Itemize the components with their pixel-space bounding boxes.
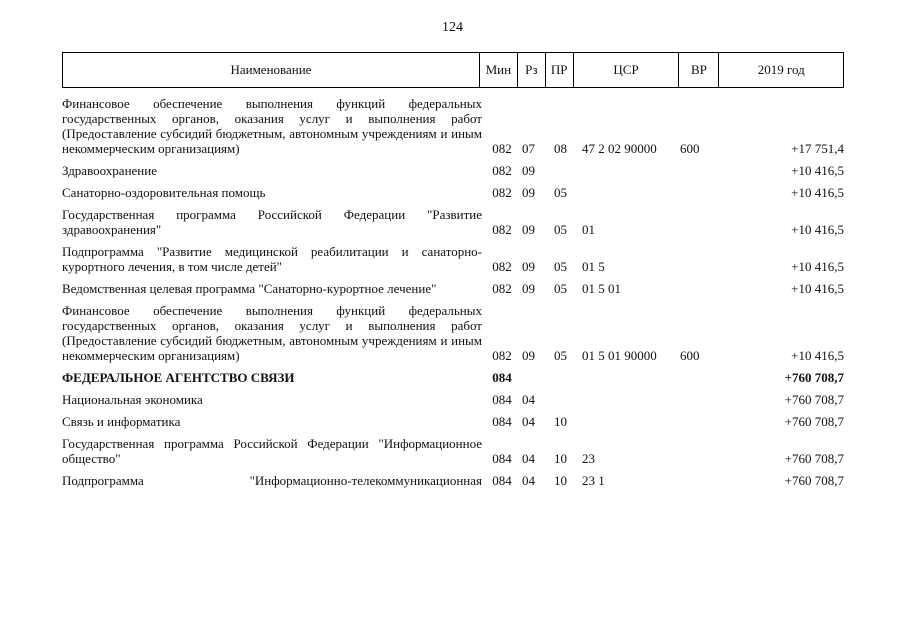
row-name (62, 96, 482, 156)
row-pr: 05 (554, 281, 567, 296)
row-name-line: Национальная экономика (62, 392, 203, 407)
row-rz: 09 (522, 281, 535, 296)
row-rz: 09 (522, 259, 535, 274)
row-name (62, 185, 482, 200)
row-rz: 04 (522, 414, 535, 429)
row-sum: +10 416,5 (791, 348, 844, 363)
row-name-line: Ведомственная целевая программа "Санаторно-курортное (62, 281, 384, 296)
row-name-line: государственных органов, оказания услуг и выполнения работ (62, 111, 482, 126)
row-min: 082 (492, 281, 512, 296)
table-row (62, 244, 844, 274)
row-pr: 10 (554, 451, 567, 466)
header-csr: ЦСР (574, 53, 680, 87)
row-sum: +760 708,7 (784, 451, 844, 466)
row-name-line: Подпрограмма "Информационно-телекоммуникационная (62, 473, 482, 488)
table-header (62, 52, 844, 88)
row-rz: 07 (522, 141, 535, 156)
row-min: 082 (492, 259, 512, 274)
row-min: 084 (492, 392, 512, 407)
row-sum: +10 416,5 (791, 163, 844, 178)
row-vr: 600 (680, 141, 700, 156)
row-csr: 23 (582, 451, 595, 466)
page-number: 124 (442, 20, 463, 35)
row-csr: 01 5 (582, 259, 605, 274)
row-csr: 01 5 01 (582, 281, 621, 296)
row-pr: 05 (554, 185, 567, 200)
row-name-line: "Информационное общество" (62, 436, 482, 466)
row-name (62, 370, 482, 385)
row-name-line: (Предоставление субсидий бюджетным, автономным (62, 126, 359, 141)
row-name-line: ФЕДЕРАЛЬНОЕ АГЕНТСТВО СВЯЗИ (62, 370, 295, 385)
row-name-line: Связь и информатика (62, 414, 181, 429)
row-rz: 09 (522, 348, 535, 363)
row-rz: 04 (522, 473, 535, 488)
row-min: 082 (492, 348, 512, 363)
row-name-line: Подпрограмма "Развитие медицинской реабилитации и (62, 244, 409, 259)
table-row (62, 473, 844, 488)
header-pr: ПР (546, 53, 574, 87)
row-min: 082 (492, 185, 512, 200)
table-row (62, 207, 844, 237)
row-pr: 05 (554, 259, 567, 274)
row-name-line: учреждениям и иным некоммерческим организациям) (62, 333, 483, 363)
table-row (62, 370, 844, 385)
table-row (62, 163, 844, 178)
row-pr: 10 (554, 414, 567, 429)
row-name-line: Здравоохранение (62, 163, 157, 178)
row-rz: 09 (522, 185, 535, 200)
header-min: Мин (480, 53, 518, 87)
header-rz: Рз (518, 53, 546, 87)
row-sum: +10 416,5 (791, 185, 844, 200)
row-sum: +10 416,5 (791, 281, 844, 296)
table-row (62, 281, 844, 296)
row-name-line: санаторно-курортного лечения, в том числе детей" (62, 244, 483, 274)
header-year: 2019 год (757, 62, 805, 77)
row-pr: 05 (554, 222, 567, 237)
table-row (62, 392, 844, 407)
row-csr: 23 1 (582, 473, 605, 488)
row-name-line: Финансовое обеспечение выполнения функций федеральных (62, 96, 482, 111)
table-row (62, 303, 844, 363)
row-sum: +17 751,4 (791, 141, 844, 156)
header-vr: ВР (679, 53, 719, 87)
row-pr: 10 (554, 473, 567, 488)
row-rz: 09 (522, 163, 535, 178)
row-sum: +10 416,5 (791, 222, 844, 237)
row-name-line: Государственная программа Российской Федерации "Развитие (62, 207, 482, 222)
row-min: 082 (492, 222, 512, 237)
table-row (62, 436, 844, 466)
header-name: Наименование (63, 53, 480, 87)
row-sum: +760 708,7 (784, 392, 844, 407)
row-name-line: государственных органов, оказания услуг и выполнения работ (62, 318, 482, 333)
row-sum: +760 708,7 (784, 370, 844, 385)
row-sum: +760 708,7 (784, 414, 844, 429)
table-row (62, 414, 844, 429)
row-pr: 08 (554, 141, 567, 156)
table-body (62, 96, 844, 495)
row-name-line: Санаторно-оздоровительная помощь (62, 185, 266, 200)
row-name-line: учреждениям и иным некоммерческим организациям) (62, 126, 483, 156)
row-name-line: Государственная программа Российской Федерации (62, 436, 369, 451)
row-rz: 04 (522, 392, 535, 407)
table-row (62, 96, 844, 156)
row-min: 082 (492, 141, 512, 156)
row-min: 084 (492, 451, 512, 466)
row-csr: 01 (582, 222, 595, 237)
row-sum: +10 416,5 (791, 259, 844, 274)
row-name (62, 281, 482, 296)
row-sum: +760 708,7 (784, 473, 844, 488)
table-row (62, 185, 844, 200)
row-min: 084 (492, 473, 512, 488)
row-min: 084 (492, 414, 512, 429)
row-pr: 05 (554, 348, 567, 363)
row-name-line: здравоохранения" (62, 222, 162, 237)
row-rz: 09 (522, 222, 535, 237)
row-name (62, 436, 482, 466)
row-name (62, 244, 482, 274)
row-rz: 04 (522, 451, 535, 466)
row-name (62, 473, 482, 488)
row-name-line: (Предоставление субсидий бюджетным, автономным (62, 333, 359, 348)
row-min: 084 (492, 370, 512, 385)
row-min: 082 (492, 163, 512, 178)
row-vr: 600 (680, 348, 700, 363)
row-name-line: Финансовое обеспечение выполнения функций федеральных (62, 303, 482, 318)
row-csr: 01 5 01 90000 (582, 348, 657, 363)
row-name-line: лечение" (387, 281, 437, 296)
row-name (62, 163, 482, 178)
row-name (62, 303, 482, 363)
row-name (62, 207, 482, 237)
row-name (62, 414, 482, 429)
row-name (62, 392, 482, 407)
row-csr: 47 2 02 90000 (582, 141, 657, 156)
